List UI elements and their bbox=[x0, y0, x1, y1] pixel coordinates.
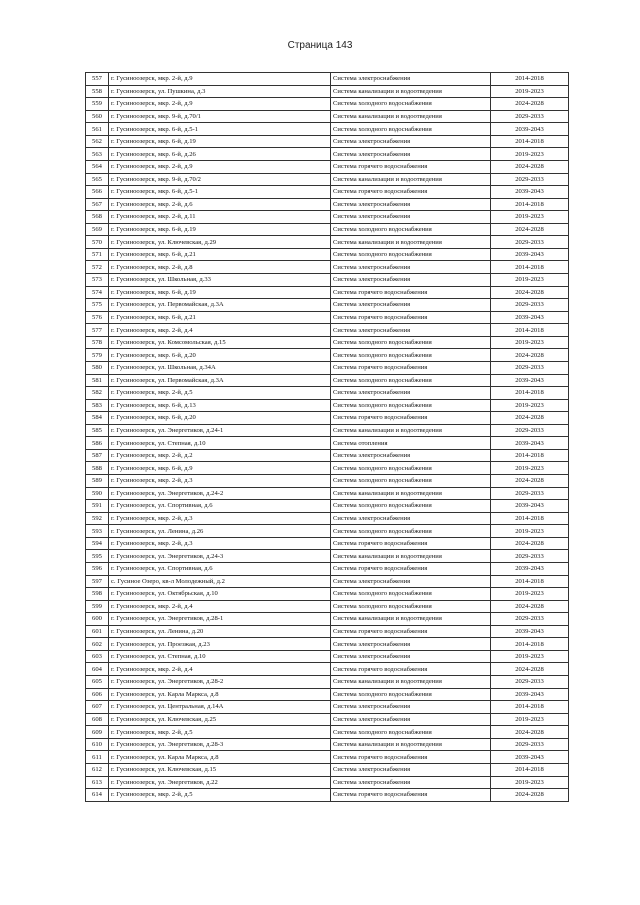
table-row bbox=[86, 248, 569, 261]
system-cell: Система канализации и водоотведения bbox=[331, 550, 491, 563]
table-row bbox=[86, 575, 569, 588]
row-number-cell: 559 bbox=[86, 98, 109, 111]
row-number-cell: 557 bbox=[86, 73, 109, 86]
period-cell: 2039-2043 bbox=[491, 500, 569, 513]
system-cell: Система горячего водоснабжения bbox=[331, 311, 491, 324]
registry-table-body bbox=[86, 73, 569, 802]
period-cell: 2014-2018 bbox=[491, 512, 569, 525]
address-cell: г. Гусиноозерск, мкр. 6-й, д.19 bbox=[109, 286, 331, 299]
system-cell: Система горячего водоснабжения bbox=[331, 160, 491, 173]
row-number-cell: 594 bbox=[86, 537, 109, 550]
table-row bbox=[86, 487, 569, 500]
table-row bbox=[86, 110, 569, 123]
table-row bbox=[86, 399, 569, 412]
row-number-cell: 582 bbox=[86, 387, 109, 400]
period-cell: 2029-2033 bbox=[491, 299, 569, 312]
system-cell: Система электроснабжения bbox=[331, 135, 491, 148]
period-cell: 2039-2043 bbox=[491, 248, 569, 261]
address-cell: г. Гусиноозерск, ул. Пушкина, д.3 bbox=[109, 85, 331, 98]
period-cell: 2039-2043 bbox=[491, 625, 569, 638]
row-number-cell: 577 bbox=[86, 324, 109, 337]
row-number-cell: 560 bbox=[86, 110, 109, 123]
table-row bbox=[86, 588, 569, 601]
address-cell: г. Гусиноозерск, ул. Ключевская, д.25 bbox=[109, 713, 331, 726]
period-cell: 2039-2043 bbox=[491, 123, 569, 136]
period-cell: 2014-2018 bbox=[491, 324, 569, 337]
row-number-cell: 581 bbox=[86, 374, 109, 387]
row-number-cell: 599 bbox=[86, 600, 109, 613]
address-cell: г. Гусиноозерск, ул. Октябрьская, д.10 bbox=[109, 588, 331, 601]
address-cell: г. Гусиноозерск, ул. Ключевская, д.15 bbox=[109, 763, 331, 776]
table-row bbox=[86, 537, 569, 550]
system-cell: Система электроснабжения bbox=[331, 449, 491, 462]
system-cell: Система канализации и водоотведения bbox=[331, 85, 491, 98]
address-cell: г. Гусиноозерск, мкр. 2-й, д.5 bbox=[109, 726, 331, 739]
address-cell: г. Гусиноозерск, мкр. 2-й, д.5 bbox=[109, 387, 331, 400]
system-cell: Система холодного водоснабжения bbox=[331, 525, 491, 538]
address-cell: г. Гусиноозерск, ул. Спортивная, д.6 bbox=[109, 562, 331, 575]
table-row bbox=[86, 374, 569, 387]
row-number-cell: 572 bbox=[86, 261, 109, 274]
system-cell: Система электроснабжения bbox=[331, 261, 491, 274]
address-cell: г. Гусиноозерск, ул. Энергетиков, д.22 bbox=[109, 776, 331, 789]
table-row bbox=[86, 512, 569, 525]
system-cell: Система канализации и водоотведения bbox=[331, 110, 491, 123]
period-cell: 2014-2018 bbox=[491, 449, 569, 462]
period-cell: 2014-2018 bbox=[491, 763, 569, 776]
address-cell: г. Гусиноозерск, мкр. 6-й, д.13 bbox=[109, 399, 331, 412]
address-cell: г. Гусиноозерск, ул. Спортивная, д.6 bbox=[109, 500, 331, 513]
row-number-cell: 558 bbox=[86, 85, 109, 98]
table-row bbox=[86, 412, 569, 425]
table-row bbox=[86, 600, 569, 613]
period-cell: 2029-2033 bbox=[491, 738, 569, 751]
period-cell: 2024-2028 bbox=[491, 789, 569, 802]
row-number-cell: 604 bbox=[86, 663, 109, 676]
period-cell: 2039-2043 bbox=[491, 186, 569, 199]
period-cell: 2024-2028 bbox=[491, 160, 569, 173]
address-cell: г. Гусиноозерск, ул. Школьная, д.33 bbox=[109, 274, 331, 287]
system-cell: Система электроснабжения bbox=[331, 776, 491, 789]
system-cell: Система горячего водоснабжения bbox=[331, 286, 491, 299]
row-number-cell: 600 bbox=[86, 613, 109, 626]
system-cell: Система горячего водоснабжения bbox=[331, 625, 491, 638]
system-cell: Система холодного водоснабжения bbox=[331, 475, 491, 488]
row-number-cell: 613 bbox=[86, 776, 109, 789]
row-number-cell: 583 bbox=[86, 399, 109, 412]
table-row bbox=[86, 676, 569, 689]
row-number-cell: 614 bbox=[86, 789, 109, 802]
address-cell: г. Гусиноозерск, ул. Энергетиков, д.28-1 bbox=[109, 613, 331, 626]
system-cell: Система горячего водоснабжения bbox=[331, 186, 491, 199]
row-number-cell: 565 bbox=[86, 173, 109, 186]
address-cell: с. Гусиное Озеро, кв-л Молодежный, д.2 bbox=[109, 575, 331, 588]
address-cell: г. Гусиноозерск, мкр. 2-й, д.9 bbox=[109, 98, 331, 111]
row-number-cell: 579 bbox=[86, 349, 109, 362]
address-cell: г. Гусиноозерск, ул. Энергетиков, д.28-2 bbox=[109, 676, 331, 689]
row-number-cell: 601 bbox=[86, 625, 109, 638]
table-row bbox=[86, 776, 569, 789]
system-cell: Система горячего водоснабжения bbox=[331, 751, 491, 764]
address-cell: г. Гусиноозерск, ул. Степная, д.10 bbox=[109, 650, 331, 663]
system-cell: Система электроснабжения bbox=[331, 512, 491, 525]
table-row bbox=[86, 336, 569, 349]
system-cell: Система холодного водоснабжения bbox=[331, 600, 491, 613]
period-cell: 2024-2028 bbox=[491, 286, 569, 299]
period-cell: 2024-2028 bbox=[491, 412, 569, 425]
system-cell: Система электроснабжения bbox=[331, 274, 491, 287]
period-cell: 2039-2043 bbox=[491, 311, 569, 324]
table-row bbox=[86, 299, 569, 312]
system-cell: Система холодного водоснабжения bbox=[331, 588, 491, 601]
address-cell: г. Гусиноозерск, ул. Школьная, д.34А bbox=[109, 361, 331, 374]
address-cell: г. Гусиноозерск, мкр. 2-й, д.3 bbox=[109, 537, 331, 550]
address-cell: г. Гусиноозерск, мкр. 6-й, д.20 bbox=[109, 412, 331, 425]
address-cell: г. Гусиноозерск, мкр. 6-й, д.20 bbox=[109, 349, 331, 362]
period-cell: 2014-2018 bbox=[491, 73, 569, 86]
system-cell: Система горячего водоснабжения bbox=[331, 789, 491, 802]
address-cell: г. Гусиноозерск, мкр. 2-й, д.9 bbox=[109, 160, 331, 173]
address-cell: г. Гусиноозерск, мкр. 2-й, д.3 bbox=[109, 512, 331, 525]
address-cell: г. Гусиноозерск, мкр. 2-й, д.11 bbox=[109, 211, 331, 224]
row-number-cell: 566 bbox=[86, 186, 109, 199]
row-number-cell: 608 bbox=[86, 713, 109, 726]
table-row bbox=[86, 73, 569, 86]
row-number-cell: 589 bbox=[86, 475, 109, 488]
period-cell: 2024-2028 bbox=[491, 726, 569, 739]
system-cell: Система холодного водоснабжения bbox=[331, 688, 491, 701]
address-cell: г. Гусиноозерск, мкр. 2-й, д.4 bbox=[109, 324, 331, 337]
period-cell: 2019-2023 bbox=[491, 148, 569, 161]
system-cell: Система электроснабжения bbox=[331, 211, 491, 224]
table-row bbox=[86, 424, 569, 437]
period-cell: 2024-2028 bbox=[491, 349, 569, 362]
period-cell: 2019-2023 bbox=[491, 211, 569, 224]
system-cell: Система отопления bbox=[331, 437, 491, 450]
system-cell: Система электроснабжения bbox=[331, 575, 491, 588]
address-cell: г. Гусиноозерск, мкр. 6-й, д.26 bbox=[109, 148, 331, 161]
address-cell: г. Гусиноозерск, мкр. 9-й, д.70/2 bbox=[109, 173, 331, 186]
table-row bbox=[86, 198, 569, 211]
row-number-cell: 609 bbox=[86, 726, 109, 739]
system-cell: Система электроснабжения bbox=[331, 763, 491, 776]
period-cell: 2039-2043 bbox=[491, 374, 569, 387]
table-row bbox=[86, 751, 569, 764]
period-cell: 2019-2023 bbox=[491, 336, 569, 349]
period-cell: 2024-2028 bbox=[491, 663, 569, 676]
address-cell: г. Гусиноозерск, мкр. 9-й, д.70/1 bbox=[109, 110, 331, 123]
page-title: Страница 143 bbox=[287, 40, 353, 51]
system-cell: Система канализации и водоотведения bbox=[331, 738, 491, 751]
system-cell: Система горячего водоснабжения bbox=[331, 361, 491, 374]
table-row bbox=[86, 85, 569, 98]
row-number-cell: 603 bbox=[86, 650, 109, 663]
table-row bbox=[86, 148, 569, 161]
row-number-cell: 611 bbox=[86, 751, 109, 764]
address-cell: г. Гусиноозерск, мкр. 2-й, д.4 bbox=[109, 663, 331, 676]
table-row bbox=[86, 462, 569, 475]
period-cell: 2019-2023 bbox=[491, 274, 569, 287]
address-cell: г. Гусиноозерск, мкр. 2-й, д.9 bbox=[109, 73, 331, 86]
system-cell: Система канализации и водоотведения bbox=[331, 676, 491, 689]
system-cell: Система горячего водоснабжения bbox=[331, 562, 491, 575]
table-row bbox=[86, 789, 569, 802]
address-cell: г. Гусиноозерск, мкр. 6-й, д.19 bbox=[109, 135, 331, 148]
system-cell: Система канализации и водоотведения bbox=[331, 173, 491, 186]
row-number-cell: 595 bbox=[86, 550, 109, 563]
row-number-cell: 568 bbox=[86, 211, 109, 224]
period-cell: 2024-2028 bbox=[491, 537, 569, 550]
period-cell: 2014-2018 bbox=[491, 701, 569, 714]
system-cell: Система электроснабжения bbox=[331, 713, 491, 726]
table-row bbox=[86, 688, 569, 701]
table-row bbox=[86, 525, 569, 538]
table-row bbox=[86, 550, 569, 563]
period-cell: 2019-2023 bbox=[491, 776, 569, 789]
period-cell: 2014-2018 bbox=[491, 261, 569, 274]
row-number-cell: 612 bbox=[86, 763, 109, 776]
table-row bbox=[86, 638, 569, 651]
period-cell: 2019-2023 bbox=[491, 462, 569, 475]
address-cell: г. Гусиноозерск, ул. Энергетиков, д.24-1 bbox=[109, 424, 331, 437]
row-number-cell: 578 bbox=[86, 336, 109, 349]
system-cell: Система электроснабжения bbox=[331, 324, 491, 337]
system-cell: Система холодного водоснабжения bbox=[331, 500, 491, 513]
system-cell: Система холодного водоснабжения bbox=[331, 336, 491, 349]
table-row bbox=[86, 713, 569, 726]
table-row bbox=[86, 123, 569, 136]
period-cell: 2014-2018 bbox=[491, 198, 569, 211]
row-number-cell: 587 bbox=[86, 449, 109, 462]
address-cell: г. Гусиноозерск, ул. Первомайская, д.3А bbox=[109, 374, 331, 387]
table-row bbox=[86, 160, 569, 173]
address-cell: г. Гусиноозерск, мкр. 6-й, д.9 bbox=[109, 462, 331, 475]
table-row bbox=[86, 223, 569, 236]
system-cell: Система канализации и водоотведения bbox=[331, 236, 491, 249]
period-cell: 2029-2033 bbox=[491, 487, 569, 500]
period-cell: 2029-2033 bbox=[491, 676, 569, 689]
period-cell: 2019-2023 bbox=[491, 650, 569, 663]
system-cell: Система холодного водоснабжения bbox=[331, 123, 491, 136]
system-cell: Система горячего водоснабжения bbox=[331, 537, 491, 550]
period-cell: 2019-2023 bbox=[491, 713, 569, 726]
address-cell: г. Гусиноозерск, мкр. 2-й, д.3 bbox=[109, 475, 331, 488]
row-number-cell: 585 bbox=[86, 424, 109, 437]
row-number-cell: 596 bbox=[86, 562, 109, 575]
table-row bbox=[86, 625, 569, 638]
row-number-cell: 567 bbox=[86, 198, 109, 211]
system-cell: Система холодного водоснабжения bbox=[331, 223, 491, 236]
address-cell: г. Гусиноозерск, ул. Энергетиков, д.28-3 bbox=[109, 738, 331, 751]
row-number-cell: 602 bbox=[86, 638, 109, 651]
row-number-cell: 570 bbox=[86, 236, 109, 249]
system-cell: Система электроснабжения bbox=[331, 387, 491, 400]
period-cell: 2014-2018 bbox=[491, 387, 569, 400]
row-number-cell: 593 bbox=[86, 525, 109, 538]
system-cell: Система электроснабжения bbox=[331, 73, 491, 86]
row-number-cell: 576 bbox=[86, 311, 109, 324]
address-cell: г. Гусиноозерск, ул. Ленина, д.20 bbox=[109, 625, 331, 638]
system-cell: Система электроснабжения bbox=[331, 650, 491, 663]
table-row bbox=[86, 449, 569, 462]
period-cell: 2039-2043 bbox=[491, 437, 569, 450]
period-cell: 2039-2043 bbox=[491, 562, 569, 575]
row-number-cell: 563 bbox=[86, 148, 109, 161]
period-cell: 2019-2023 bbox=[491, 588, 569, 601]
row-number-cell: 562 bbox=[86, 135, 109, 148]
table-row bbox=[86, 349, 569, 362]
address-cell: г. Гусиноозерск, ул. Степная, д.10 bbox=[109, 437, 331, 450]
system-cell: Система холодного водоснабжения bbox=[331, 374, 491, 387]
period-cell: 2029-2033 bbox=[491, 173, 569, 186]
table-row bbox=[86, 173, 569, 186]
row-number-cell: 592 bbox=[86, 512, 109, 525]
table-row bbox=[86, 726, 569, 739]
row-number-cell: 575 bbox=[86, 299, 109, 312]
row-number-cell: 606 bbox=[86, 688, 109, 701]
row-number-cell: 591 bbox=[86, 500, 109, 513]
address-cell: г. Гусиноозерск, мкр. 2-й, д.6 bbox=[109, 198, 331, 211]
row-number-cell: 571 bbox=[86, 248, 109, 261]
system-cell: Система холодного водоснабжения bbox=[331, 726, 491, 739]
row-number-cell: 607 bbox=[86, 701, 109, 714]
address-cell: г. Гусиноозерск, мкр. 6-й, д.21 bbox=[109, 248, 331, 261]
table-row bbox=[86, 361, 569, 374]
period-cell: 2029-2033 bbox=[491, 236, 569, 249]
period-cell: 2024-2028 bbox=[491, 98, 569, 111]
table-row bbox=[86, 286, 569, 299]
period-cell: 2019-2023 bbox=[491, 525, 569, 538]
address-cell: г. Гусиноозерск, мкр. 2-й, д.8 bbox=[109, 261, 331, 274]
table-row bbox=[86, 650, 569, 663]
period-cell: 2039-2043 bbox=[491, 688, 569, 701]
period-cell: 2014-2018 bbox=[491, 575, 569, 588]
system-cell: Система канализации и водоотведения bbox=[331, 424, 491, 437]
address-cell: г. Гусиноозерск, ул. Центральная, д.14А bbox=[109, 701, 331, 714]
table-row bbox=[86, 763, 569, 776]
address-cell: г. Гусиноозерск, ул. Карла Маркса, д.8 bbox=[109, 751, 331, 764]
row-number-cell: 598 bbox=[86, 588, 109, 601]
row-number-cell: 605 bbox=[86, 676, 109, 689]
period-cell: 2029-2033 bbox=[491, 613, 569, 626]
period-cell: 2024-2028 bbox=[491, 223, 569, 236]
row-number-cell: 564 bbox=[86, 160, 109, 173]
period-cell: 2024-2028 bbox=[491, 475, 569, 488]
address-cell: г. Гусиноозерск, ул. Первомайская, д.3А bbox=[109, 299, 331, 312]
address-cell: г. Гусиноозерск, ул. Карла Маркса, д.8 bbox=[109, 688, 331, 701]
row-number-cell: 590 bbox=[86, 487, 109, 500]
system-cell: Система электроснабжения bbox=[331, 198, 491, 211]
table-row bbox=[86, 500, 569, 513]
table-row bbox=[86, 311, 569, 324]
table-row bbox=[86, 274, 569, 287]
system-cell: Система холодного водоснабжения bbox=[331, 399, 491, 412]
row-number-cell: 561 bbox=[86, 123, 109, 136]
row-number-cell: 586 bbox=[86, 437, 109, 450]
table-row bbox=[86, 663, 569, 676]
system-cell: Система канализации и водоотведения bbox=[331, 487, 491, 500]
system-cell: Система канализации и водоотведения bbox=[331, 613, 491, 626]
system-cell: Система холодного водоснабжения bbox=[331, 462, 491, 475]
address-cell: г. Гусиноозерск, ул. Комсомольская, д.15 bbox=[109, 336, 331, 349]
system-cell: Система холодного водоснабжения bbox=[331, 98, 491, 111]
period-cell: 2029-2033 bbox=[491, 550, 569, 563]
system-cell: Система электроснабжения bbox=[331, 701, 491, 714]
table-row bbox=[86, 98, 569, 111]
table-row bbox=[86, 387, 569, 400]
row-number-cell: 573 bbox=[86, 274, 109, 287]
period-cell: 2024-2028 bbox=[491, 600, 569, 613]
address-cell: г. Гусиноозерск, ул. Энергетиков, д.24-2 bbox=[109, 487, 331, 500]
address-cell: г. Гусиноозерск, ул. Проезжая, д.23 bbox=[109, 638, 331, 651]
table-row bbox=[86, 261, 569, 274]
system-cell: Система электроснабжения bbox=[331, 299, 491, 312]
period-cell: 2039-2043 bbox=[491, 751, 569, 764]
row-number-cell: 584 bbox=[86, 412, 109, 425]
system-cell: Система горячего водоснабжения bbox=[331, 663, 491, 676]
row-number-cell: 597 bbox=[86, 575, 109, 588]
table-row bbox=[86, 613, 569, 626]
period-cell: 2019-2023 bbox=[491, 85, 569, 98]
row-number-cell: 588 bbox=[86, 462, 109, 475]
address-cell: г. Гусиноозерск, мкр. 2-й, д.2 bbox=[109, 449, 331, 462]
table-row bbox=[86, 738, 569, 751]
period-cell: 2029-2033 bbox=[491, 424, 569, 437]
table-row bbox=[86, 562, 569, 575]
row-number-cell: 569 bbox=[86, 223, 109, 236]
address-cell: г. Гусиноозерск, мкр. 6-й, д.19 bbox=[109, 223, 331, 236]
table-row bbox=[86, 437, 569, 450]
registry-table bbox=[85, 72, 569, 802]
period-cell: 2029-2033 bbox=[491, 110, 569, 123]
system-cell: Система холодного водоснабжения bbox=[331, 248, 491, 261]
table-row bbox=[86, 475, 569, 488]
table-row bbox=[86, 211, 569, 224]
address-cell: г. Гусиноозерск, мкр. 6-й, д.21 bbox=[109, 311, 331, 324]
system-cell: Система электроснабжения bbox=[331, 638, 491, 651]
row-number-cell: 580 bbox=[86, 361, 109, 374]
row-number-cell: 574 bbox=[86, 286, 109, 299]
address-cell: г. Гусиноозерск, ул. Ленина, д.26 bbox=[109, 525, 331, 538]
table-row bbox=[86, 324, 569, 337]
row-number-cell: 610 bbox=[86, 738, 109, 751]
period-cell: 2014-2018 bbox=[491, 135, 569, 148]
address-cell: г. Гусиноозерск, ул. Ключевская, д.29 bbox=[109, 236, 331, 249]
period-cell: 2019-2023 bbox=[491, 399, 569, 412]
table-row bbox=[86, 236, 569, 249]
address-cell: г. Гусиноозерск, ул. Энергетиков, д.24-3 bbox=[109, 550, 331, 563]
address-cell: г. Гусиноозерск, мкр. 6-й, д.5-1 bbox=[109, 186, 331, 199]
address-cell: г. Гусиноозерск, мкр. 6-й, д.5-1 bbox=[109, 123, 331, 136]
table-row bbox=[86, 135, 569, 148]
table-row bbox=[86, 701, 569, 714]
table-row bbox=[86, 186, 569, 199]
system-cell: Система электроснабжения bbox=[331, 148, 491, 161]
system-cell: Система горячего водоснабжения bbox=[331, 412, 491, 425]
system-cell: Система холодного водоснабжения bbox=[331, 349, 491, 362]
address-cell: г. Гусиноозерск, мкр. 2-й, д.4 bbox=[109, 600, 331, 613]
period-cell: 2029-2033 bbox=[491, 361, 569, 374]
address-cell: г. Гусиноозерск, мкр. 2-й, д.5 bbox=[109, 789, 331, 802]
period-cell: 2014-2018 bbox=[491, 638, 569, 651]
